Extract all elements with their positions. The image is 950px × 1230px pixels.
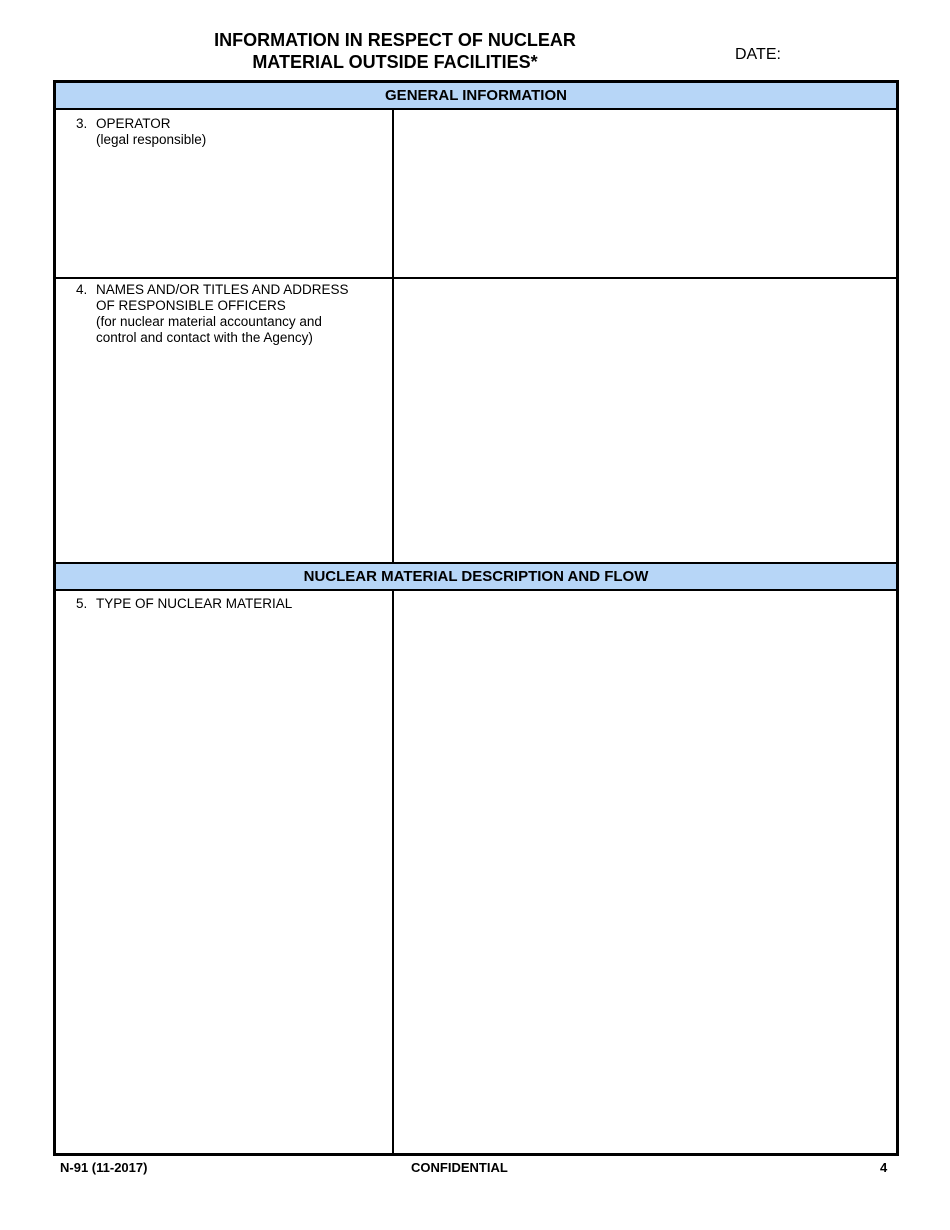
operator-field[interactable] <box>394 110 896 277</box>
nuclear-material-type-field[interactable] <box>394 591 896 1153</box>
column-divider <box>392 110 394 564</box>
item-5-number: 5. <box>76 596 88 611</box>
item-3-number: 3. <box>76 116 88 131</box>
date-label: DATE: <box>735 46 781 63</box>
item-4-title-line-1: NAMES AND/OR TITLES AND ADDRESS <box>96 282 349 297</box>
column-divider <box>392 591 394 1153</box>
item-5-title: TYPE OF NUCLEAR MATERIAL <box>96 596 293 611</box>
section-header-material: NUCLEAR MATERIAL DESCRIPTION AND FLOW <box>56 564 896 591</box>
item-4-number: 4. <box>76 282 88 297</box>
title-line-2: MATERIAL OUTSIDE FACILITIES* <box>252 52 538 72</box>
item-4-label <box>76 282 376 346</box>
form-table <box>53 80 899 1156</box>
item-3-title: OPERATOR <box>96 116 171 131</box>
section-header-general: GENERAL INFORMATION <box>56 83 896 110</box>
responsible-officers-field[interactable] <box>394 279 896 562</box>
form-id: N-91 (11-2017) <box>60 1160 148 1175</box>
item-3-label <box>76 116 376 148</box>
title-line-1: INFORMATION IN RESPECT OF NUCLEAR <box>214 30 576 50</box>
item-5-label <box>76 596 376 612</box>
classification-label: CONFIDENTIAL <box>411 1160 508 1175</box>
page-number: 4 <box>880 1160 888 1175</box>
item-4-title-line-2: OF RESPONSIBLE OFFICERS <box>96 298 286 313</box>
form-title <box>190 29 600 73</box>
item-3-subtitle: (legal responsible) <box>96 132 207 147</box>
item-4-subtitle-line-2: control and contact with the Agency) <box>96 330 313 345</box>
item-4-subtitle-line-1: (for nuclear material accountancy and <box>96 314 322 329</box>
